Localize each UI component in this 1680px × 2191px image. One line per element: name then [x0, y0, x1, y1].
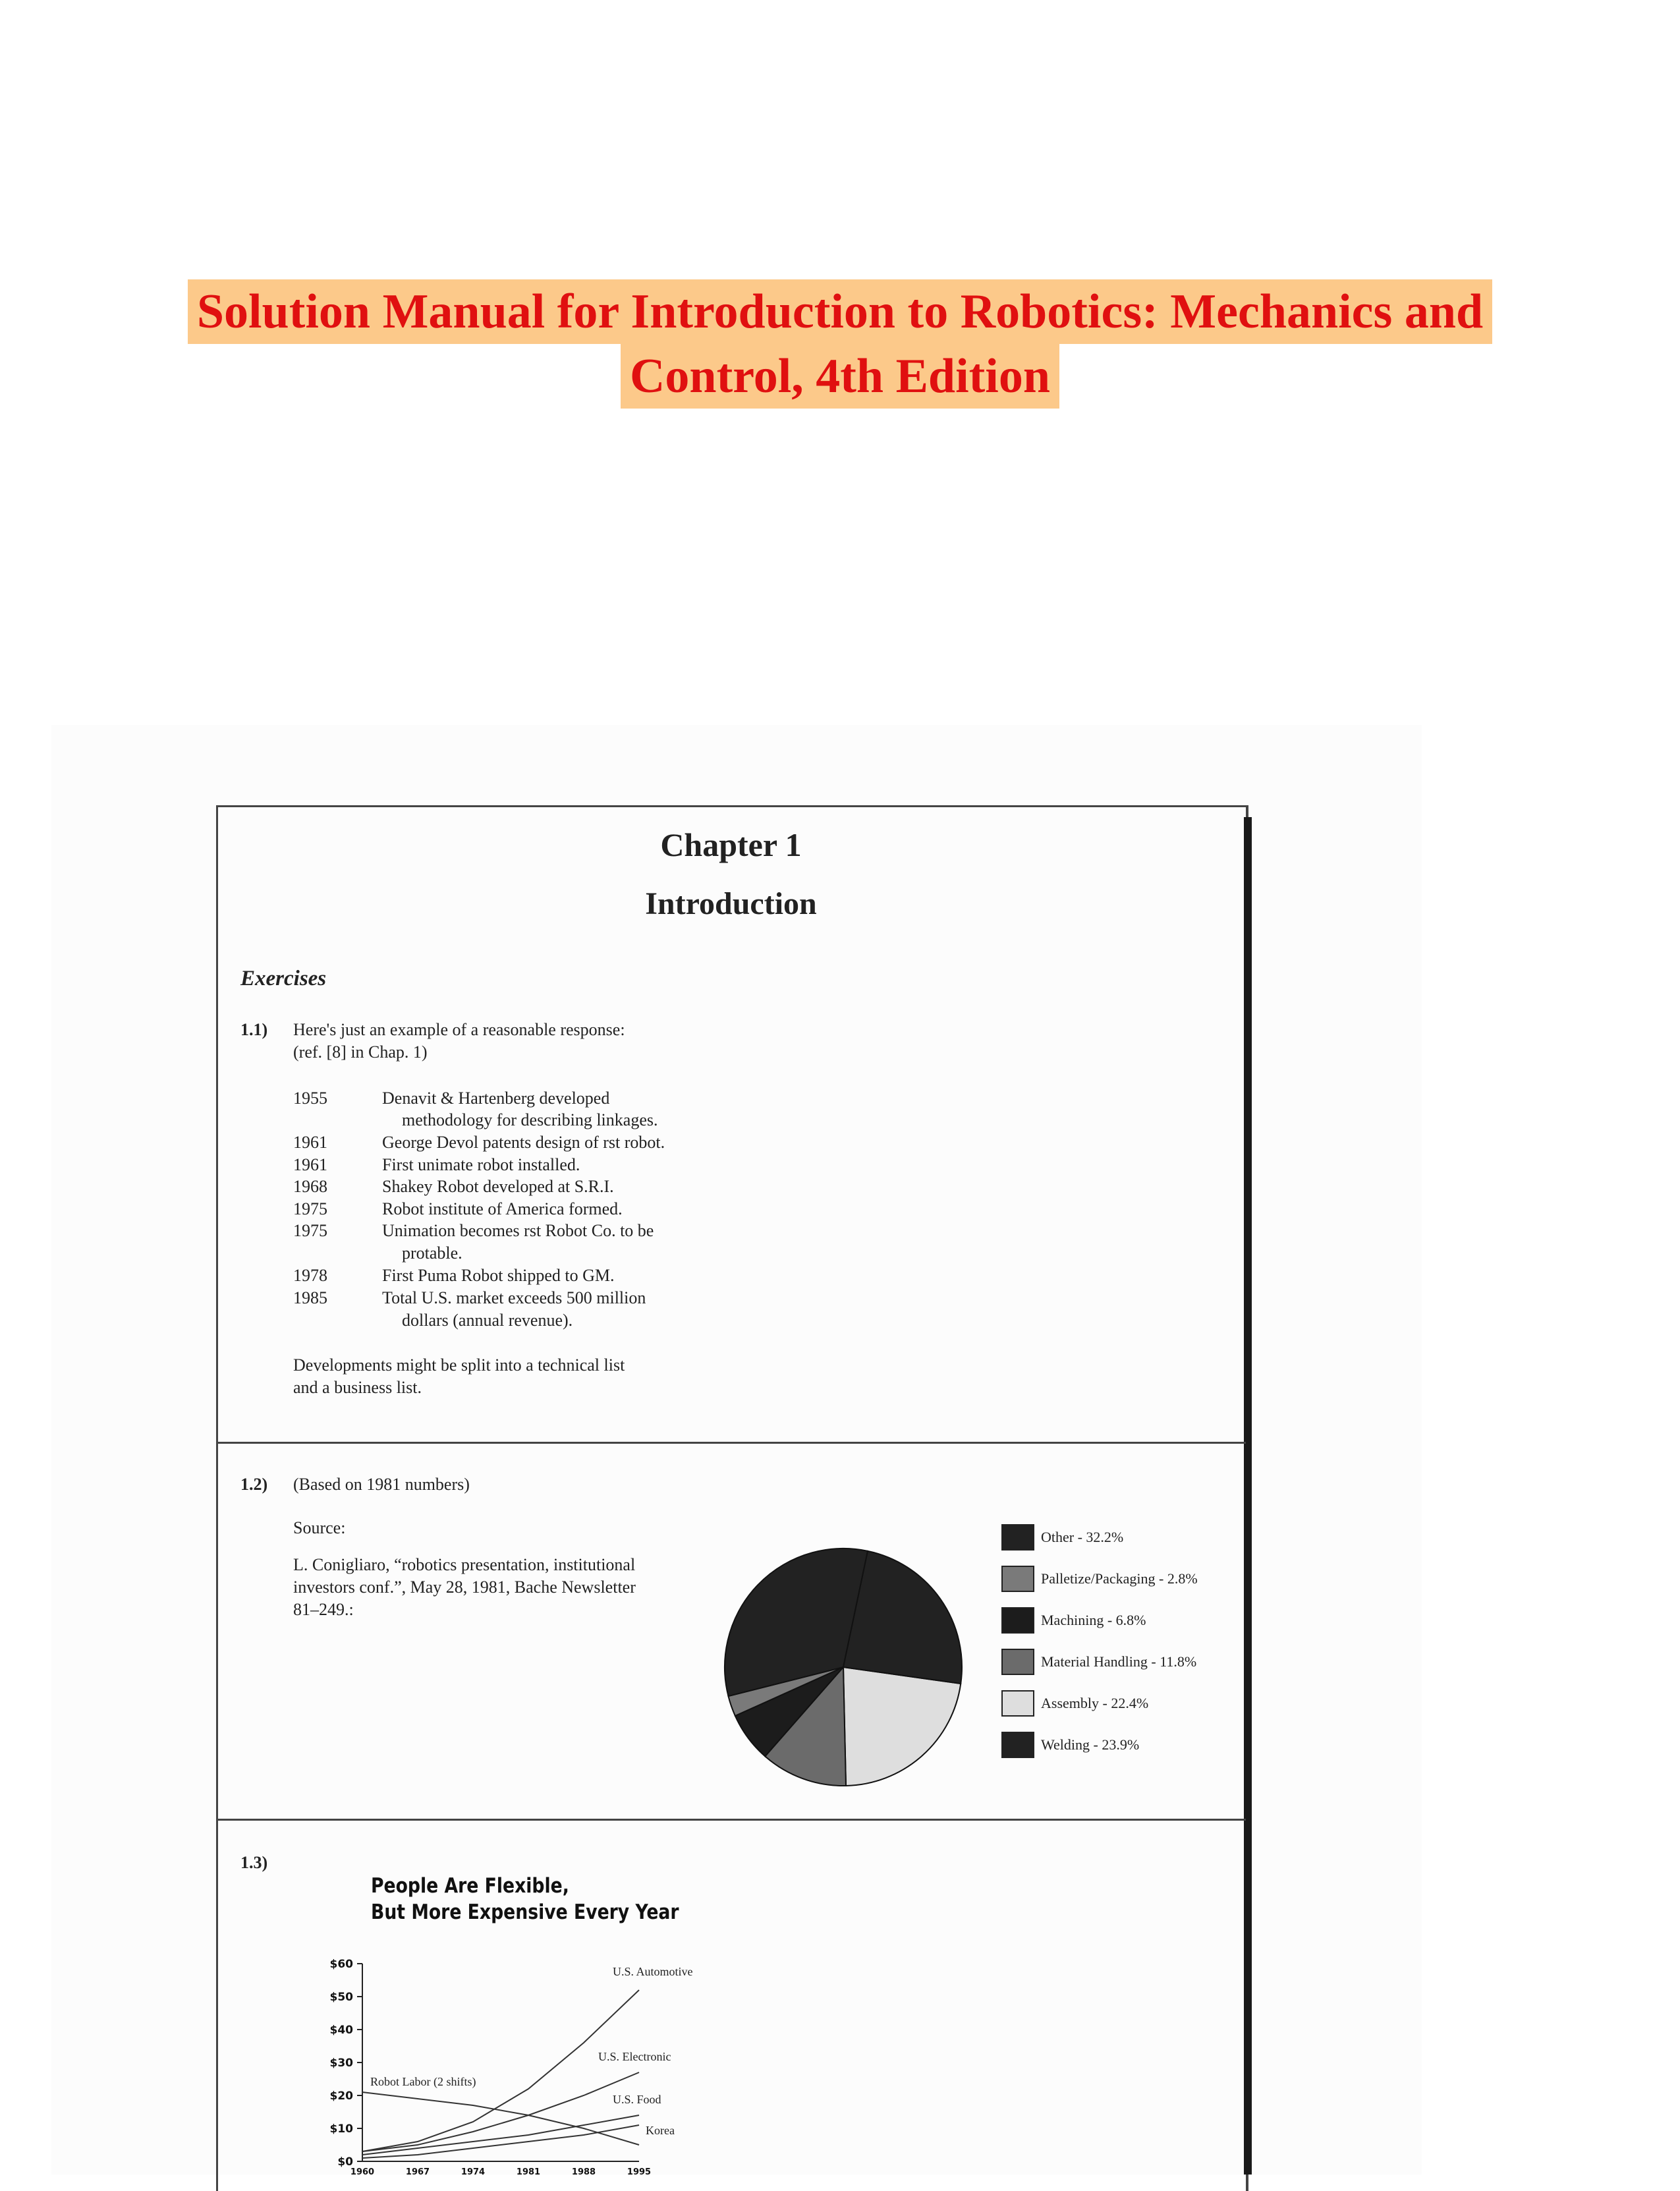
title-text-1: Solution Manual for Introduction to Robotics: Mechanics and — [188, 279, 1492, 344]
timeline-text: First Puma Robot shipped to GM. — [382, 1266, 615, 1285]
exercises-heading: Exercises — [240, 967, 327, 990]
exercise-text: Here's just an example of a reasonable response: — [293, 1020, 625, 1039]
x-tick-label: 1995 — [627, 2167, 652, 2175]
exercise-text: Developments might be split into a technical list — [293, 1355, 625, 1375]
timeline-year: 1961 — [293, 1133, 327, 1152]
section-divider — [216, 1819, 1246, 1821]
timeline-text: Shakey Robot developed at S.R.I. — [382, 1177, 614, 1196]
legend-swatch — [1001, 1607, 1034, 1634]
series-label: U.S. Food — [613, 2093, 661, 2106]
series-line — [362, 2125, 639, 2158]
legend-label: Machining - 6.8% — [1041, 1612, 1146, 1628]
timeline-year: 1975 — [293, 1199, 327, 1218]
exercise-text: (ref. [8] in Chap. 1) — [293, 1042, 428, 1062]
y-tick-label: $20 — [329, 2090, 353, 2103]
y-tick-label: $60 — [329, 1958, 353, 1971]
legend-label: Material Handling - 11.8% — [1041, 1653, 1197, 1670]
exercise-text: and a business list. — [293, 1378, 422, 1397]
legend-label: Other - 32.2% — [1041, 1529, 1124, 1545]
series-label: Robot Labor (2 shifts) — [370, 2075, 476, 2088]
timeline-text: First unimate robot installed. — [382, 1155, 580, 1174]
legend-label: Palletize/Packaging - 2.8% — [1041, 1570, 1198, 1587]
series-line — [362, 2115, 639, 2155]
y-tick-label: $10 — [329, 2122, 353, 2136]
y-tick-label: $30 — [329, 2057, 353, 2070]
legend-label: Welding - 23.9% — [1041, 1736, 1140, 1753]
exercise-text: 81–249.: — [293, 1600, 354, 1619]
pie-chart — [718, 1542, 968, 1792]
timeline-text: Denavit & Hartenberg developed — [382, 1089, 610, 1108]
legend-swatch — [1001, 1732, 1034, 1758]
timeline-text: Total U.S. market exceeds 500 million — [382, 1288, 646, 1307]
exercise-number: 1.1) — [240, 1020, 268, 1039]
chapter-title: Introduction — [645, 886, 817, 921]
timeline-year: 1985 — [293, 1288, 327, 1307]
section-divider — [216, 1442, 1246, 1444]
timeline-year: 1961 — [293, 1155, 327, 1174]
x-tick-label: 1981 — [516, 2167, 541, 2175]
legend-swatch — [1001, 1690, 1034, 1717]
line-chart-title: People Are Flexible, — [371, 1874, 569, 1898]
document-title-line-2 — [0, 344, 1680, 409]
y-tick-label: $40 — [329, 2024, 353, 2037]
series-label: Korea — [646, 2124, 675, 2137]
legend-swatch — [1001, 1566, 1034, 1592]
chapter-number: Chapter 1 — [660, 826, 802, 863]
line-chart — [310, 1950, 731, 2175]
legend-swatch — [1001, 1524, 1034, 1551]
series-label: U.S. Electronic — [598, 2050, 671, 2063]
y-tick-label: $50 — [329, 1991, 353, 2004]
exercise-number: 1.2) — [240, 1475, 268, 1494]
timeline-text: dollars (annual revenue). — [402, 1311, 573, 1330]
exercise-text: (Based on 1981 numbers) — [293, 1475, 470, 1494]
x-tick-label: 1988 — [571, 2167, 596, 2175]
x-tick-label: 1974 — [461, 2167, 486, 2175]
legend-label: Assembly - 22.4% — [1041, 1695, 1149, 1711]
timeline-year: 1968 — [293, 1177, 327, 1196]
timeline-text: George Devol patents design of rst robot. — [382, 1133, 665, 1152]
y-tick-label: $0 — [337, 2155, 353, 2169]
title-text-2: Control, 4th Edition — [621, 344, 1059, 409]
timeline-year: 1955 — [293, 1089, 327, 1108]
line-chart-subtitle: But More Expensive Every Year — [371, 1900, 679, 1924]
series-label: U.S. Automotive — [613, 1965, 693, 1978]
timeline-year: 1975 — [293, 1221, 327, 1240]
pie-slice — [843, 1667, 961, 1786]
exercise-text: L. Conigliaro, “robotics presentation, institutional — [293, 1555, 636, 1574]
exercise-text: investors conf.”, May 28, 1981, Bache Newsletter — [293, 1578, 636, 1597]
document-title-line-1 — [0, 279, 1680, 344]
exercise-text: Source: — [293, 1518, 346, 1537]
timeline-text: methodology for describing linkages. — [402, 1110, 658, 1129]
timeline-text: Unimation becomes rst Robot Co. to be — [382, 1221, 654, 1240]
timeline-year: 1978 — [293, 1266, 327, 1285]
exercise-number: 1.3) — [240, 1853, 268, 1872]
x-tick-label: 1960 — [350, 2167, 375, 2175]
series-line — [362, 2092, 639, 2145]
timeline-text: protable. — [402, 1243, 462, 1263]
x-tick-label: 1967 — [405, 2167, 430, 2175]
legend-swatch — [1001, 1649, 1034, 1675]
frame-shadow — [1244, 817, 1252, 2175]
series-line — [362, 1990, 639, 2151]
timeline-text: Robot institute of America formed. — [382, 1199, 623, 1218]
